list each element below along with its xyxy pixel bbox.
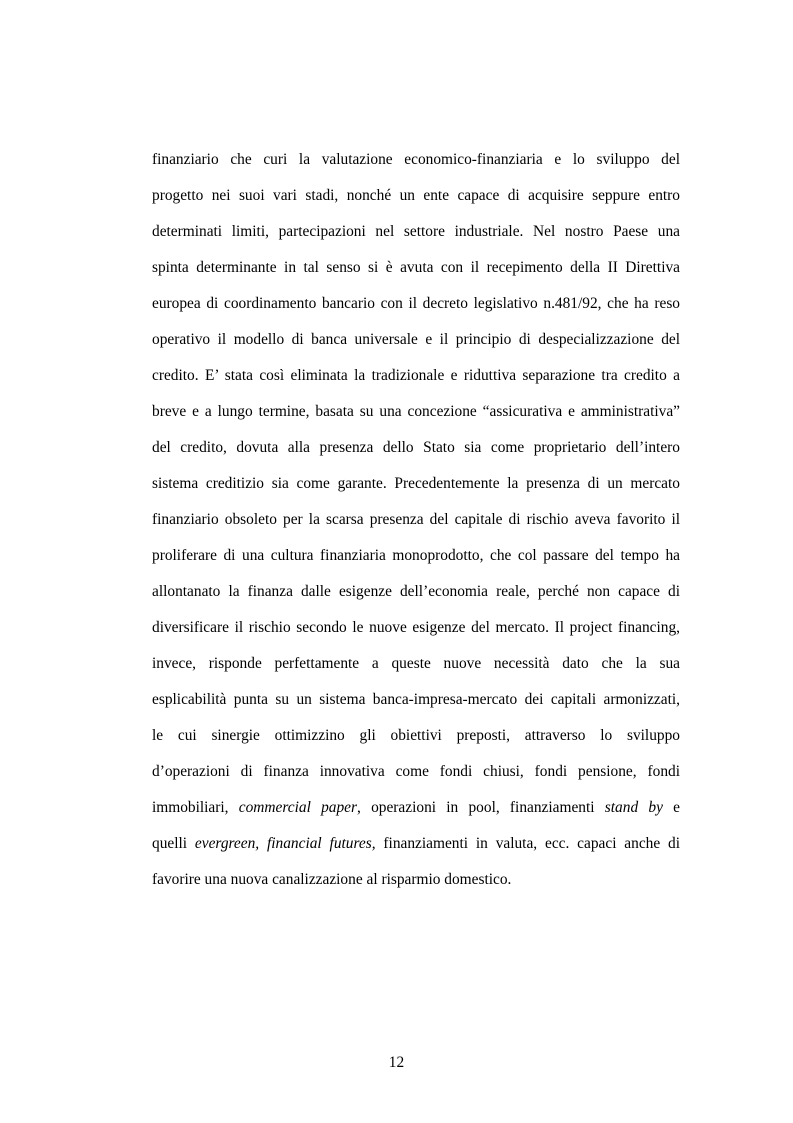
page-number: 12	[388, 1054, 405, 1071]
text-line: finanziario obsoleto per la scarsa presenza del capitale di rischio aveva favorito il	[152, 511, 680, 528]
italic-term: stand by	[604, 799, 663, 816]
text-line: invece, risponde perfettamente a queste nuove necessità dato che la sua	[152, 655, 680, 672]
text-line: diversificare il rischio secondo le nuove esigenze del mercato. Il project financing,	[152, 619, 680, 636]
italic-term: evergreen, financial futures,	[194, 835, 376, 852]
text-line: progetto nei suoi vari stadi, nonché un ente capace di acquisire seppure entro	[152, 187, 680, 204]
text-line: europea di coordinamento bancario con il decreto legislativo n.481/92, che ha reso	[152, 295, 680, 312]
text-line: finanziario che curi la valutazione economico-finanziaria e lo sviluppo del	[152, 151, 680, 168]
text-line: operativo il modello di banca universale e il principio di despecializzazione del	[152, 331, 680, 348]
text-line: immobiliari, commercial paper, operazioni in pool, finanziamenti stand by e	[152, 799, 680, 816]
text-line: sistema creditizio sia come garante. Precedentemente la presenza di un mercato	[152, 475, 680, 492]
italic-term: commercial paper	[238, 799, 357, 816]
text-line: spinta determinante in tal senso si è avuta con il recepimento della II Direttiva	[152, 259, 680, 276]
text-line: proliferare di una cultura finanziaria monoprodotto, che col passare del tempo ha	[152, 547, 680, 564]
body-paragraph	[152, 148, 680, 904]
text-line: quelli evergreen, financial futures, finanziamenti in valuta, ecc. capaci anche di	[152, 835, 681, 852]
text-line: credito. E’ stata così eliminata la tradizionale e riduttiva separazione tra credito a	[152, 367, 680, 384]
text-line: esplicabilità punta su un sistema banca-impresa-mercato dei capitali armonizzati,	[152, 691, 680, 708]
text-line: le cui sinergie ottimizzino gli obiettivi preposti, attraverso lo sviluppo	[152, 727, 680, 744]
text-line: determinati limiti, partecipazioni nel settore industriale. Nel nostro Paese una	[152, 223, 680, 240]
text-line: d’operazioni di finanza innovativa come fondi chiusi, fondi pensione, fondi	[152, 763, 680, 780]
text-line: del credito, dovuta alla presenza dello Stato sia come proprietario dell’intero	[152, 439, 680, 456]
text-line: favorire una nuova canalizzazione al risparmio domestico.	[152, 871, 512, 888]
text-line: allontanato la finanza dalle esigenze dell’economia reale, perché non capace di	[152, 583, 680, 600]
text-line: breve e a lungo termine, basata su una concezione “assicurativa e amministrativa”	[152, 403, 680, 420]
